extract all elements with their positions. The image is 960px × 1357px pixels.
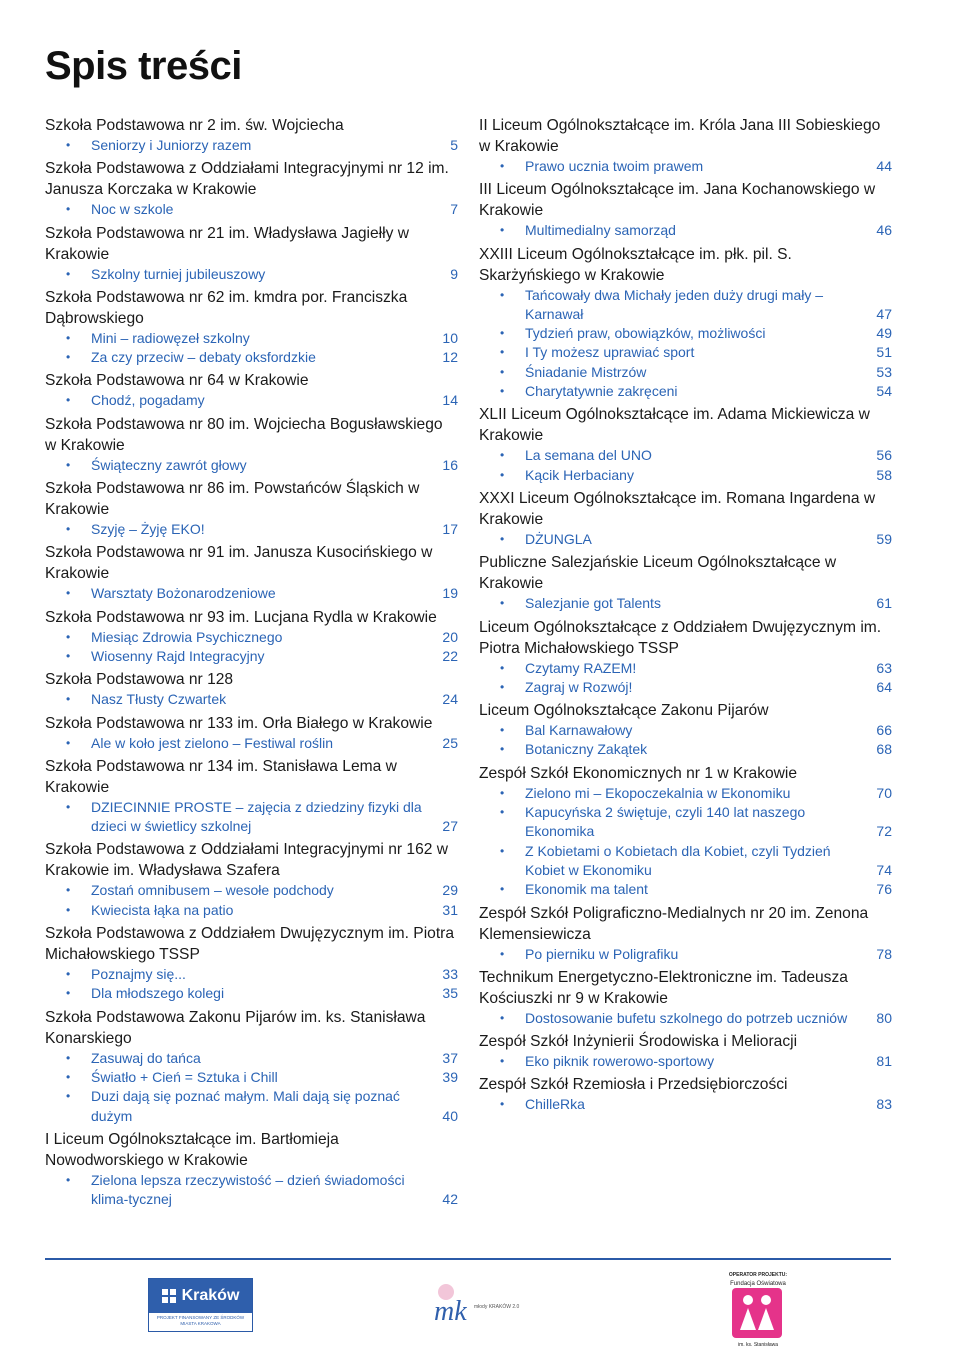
toc-entry[interactable] bbox=[45, 1068, 458, 1087]
toc-entry-label: Ale w koło jest zielono – Festiwal roślin bbox=[91, 734, 333, 751]
toc-entry[interactable] bbox=[479, 363, 892, 382]
toc-page-number: 12 bbox=[442, 349, 458, 366]
bullet-icon: • bbox=[500, 679, 505, 694]
toc-entry-label: Seniorzy i Juniorzy razem bbox=[91, 137, 252, 153]
toc-entry-label: Poznajmy się... bbox=[91, 966, 186, 983]
bullet-icon: • bbox=[500, 287, 505, 302]
toc-page-number: 47 bbox=[876, 305, 892, 322]
toc-page-number: 29 bbox=[442, 882, 458, 899]
toc-page-number: 17 bbox=[442, 521, 458, 538]
school-heading: Szkoła Podstawowa nr 64 w Krakowie bbox=[45, 372, 309, 390]
school-heading: II Liceum Ogólnokształcące im. Króla Jana III Sobieskiego w Krakowie bbox=[479, 117, 881, 155]
toc-entry-label: Multimedialny samorząd bbox=[525, 222, 676, 239]
school-heading: Szkoła Podstawowa nr 134 im. Stanisława Lema w Krakowie bbox=[45, 757, 397, 796]
toc-entry[interactable] bbox=[479, 382, 892, 401]
toc-entry[interactable] bbox=[479, 659, 892, 678]
toc-page-number: 16 bbox=[442, 456, 458, 473]
project-list bbox=[45, 1049, 458, 1126]
toc-entry-label: Charytatywnie zakręceni bbox=[525, 383, 678, 400]
toc-page-number: 42 bbox=[442, 1191, 458, 1208]
project-list bbox=[45, 136, 458, 155]
bullet-icon: • bbox=[500, 326, 505, 341]
project-list bbox=[45, 584, 458, 603]
bullet-icon: • bbox=[66, 350, 71, 365]
bullet-icon: • bbox=[500, 596, 505, 611]
toc-entry[interactable] bbox=[45, 520, 458, 539]
toc-entry-label: La semana del UNO bbox=[525, 447, 652, 464]
mlody-krakow-logo bbox=[430, 1278, 520, 1330]
bullet-icon: • bbox=[500, 1054, 505, 1069]
toc-page-number: 56 bbox=[876, 447, 892, 464]
school-heading: Szkoła Podstawowa nr 128 bbox=[45, 671, 234, 689]
toc-entry[interactable] bbox=[45, 881, 458, 900]
toc-page-number: 54 bbox=[876, 383, 892, 400]
krakow-logo-caption: PROJEKT FINANSOWANY ZE ŚRODKÓW MIASTA KRAKOWA bbox=[156, 1315, 245, 1326]
toc-page-number: 9 bbox=[450, 265, 458, 282]
toc-entry[interactable] bbox=[479, 530, 892, 549]
project-list bbox=[45, 329, 458, 368]
school-heading: Szkoła Podstawowa z Oddziałami Integracyjnymi nr 162 w Krakowie im. Władysława Szafera bbox=[45, 841, 449, 880]
toc-entry[interactable] bbox=[479, 1052, 892, 1071]
toc-entry[interactable] bbox=[479, 286, 892, 325]
bullet-icon: • bbox=[66, 1050, 71, 1065]
school-heading: Publiczne Salezjańskie Liceum Ogólnokształcące w Krakowie bbox=[479, 554, 837, 593]
school-heading: Szkoła Podstawowa nr 93 im. Lucjana Rydla w Krakowie bbox=[45, 608, 437, 626]
project-list bbox=[45, 798, 458, 837]
toc-entry[interactable] bbox=[45, 1049, 458, 1068]
school-heading: XLII Liceum Ogólnokształcące im. Adama Mickiewicza w Krakowie bbox=[479, 406, 870, 445]
bullet-icon: • bbox=[66, 799, 71, 814]
toc-entry-label: Nasz Tłusty Czwartek bbox=[91, 691, 227, 708]
toc-entry[interactable] bbox=[479, 1009, 892, 1028]
project-list bbox=[479, 286, 892, 402]
school-heading: Zespół Szkół Inżynierii Środowiska i Melioracji bbox=[479, 1033, 798, 1051]
school-heading: Liceum Ogólnokształcące Zakonu Pijarów bbox=[479, 702, 769, 720]
toc-entry[interactable] bbox=[45, 734, 458, 753]
toc-page-number: 58 bbox=[876, 466, 892, 483]
bullet-icon: • bbox=[500, 384, 505, 399]
bullet-icon: • bbox=[500, 364, 505, 379]
school-heading: III Liceum Ogólnokształcące im. Jana Kochanowskiego w Krakowie bbox=[479, 181, 876, 220]
toc-page-number: 46 bbox=[876, 222, 892, 239]
bullet-icon: • bbox=[66, 692, 71, 707]
bullet-icon: • bbox=[66, 883, 71, 898]
fund-patron: im. ks. Stanisława bbox=[737, 1342, 779, 1348]
toc-entry-label: Śniadanie Mistrzów bbox=[525, 363, 647, 380]
project-list bbox=[479, 721, 892, 760]
project-list bbox=[479, 594, 892, 613]
toc-entry[interactable] bbox=[479, 945, 892, 964]
school-heading: Szkoła Podstawowa nr 62 im. kmdra por. Franciszka Dąbrowskiego bbox=[45, 288, 408, 327]
toc-entry-label: Dostosowanie bufetu szkolnego do potrzeb uczniów bbox=[525, 1009, 848, 1026]
mk-logo-caption: młody KRAKÓW 2.0 bbox=[474, 1304, 520, 1310]
toc-page-number: 53 bbox=[876, 363, 892, 380]
toc-entry[interactable] bbox=[45, 965, 458, 984]
toc-entry[interactable] bbox=[479, 803, 892, 842]
school-heading: Szkoła Podstawowa z Oddziałami Integracyjnymi nr 12 im. Janusza Korczaka w Krakowie bbox=[45, 160, 449, 199]
toc-page-number: 68 bbox=[876, 741, 892, 758]
toc-page-number: 33 bbox=[442, 966, 458, 983]
toc-entry[interactable] bbox=[45, 690, 458, 709]
project-list bbox=[479, 221, 892, 240]
toc-page-number: 27 bbox=[442, 818, 458, 835]
school-heading: I Liceum Ogólnokształcące im. Bartłomieja Nowodworskiego w Krakowie bbox=[45, 1130, 339, 1169]
school-heading: Szkoła Podstawowa nr 91 im. Janusza Kusocińskiego w Krakowie bbox=[45, 544, 433, 583]
toc-entry-label: Zasuwaj do tańca bbox=[91, 1049, 201, 1066]
school-heading: XXXI Liceum Ogólnokształcące im. Romana Ingardena w Krakowie bbox=[479, 489, 876, 528]
krakow-crest-icon bbox=[162, 1289, 176, 1303]
toc-entry[interactable] bbox=[45, 329, 458, 348]
toc-entry-label: Miesiąc Zdrowia Psychicznego bbox=[91, 628, 283, 645]
school-heading: Szkoła Podstawowa nr 133 im. Orła Białego w Krakowie bbox=[45, 714, 433, 732]
bullet-icon: • bbox=[66, 1089, 71, 1104]
bullet-icon: • bbox=[66, 138, 71, 152]
toc-page-number: 37 bbox=[442, 1049, 458, 1066]
operator-label: OPERATOR PROJEKTU: bbox=[728, 1272, 788, 1278]
toc-entry-label: Szyję – Żyję EKO! bbox=[91, 521, 205, 538]
toc-page-number: 40 bbox=[442, 1107, 458, 1124]
toc-page-number: 7 bbox=[450, 201, 458, 218]
school-heading: Liceum Ogólnokształcące z Oddziałem Dwujęzycznym im. Piotra Michałowskiego TSSP bbox=[479, 618, 882, 657]
bullet-icon: • bbox=[500, 467, 505, 482]
toc-entry[interactable] bbox=[45, 348, 458, 367]
bullet-icon: • bbox=[500, 946, 505, 961]
toc-entry-label: Mini – radiowęzeł szkolny bbox=[91, 329, 250, 346]
toc-entry[interactable] bbox=[479, 721, 892, 740]
toc-page-number: 51 bbox=[876, 344, 892, 361]
school-heading: Szkoła Podstawowa z Oddziałem Dwujęzycznym im. Piotra Michałowskiego TSSP bbox=[45, 925, 455, 964]
toc-page-number: 24 bbox=[442, 691, 458, 708]
bullet-icon: • bbox=[66, 1172, 71, 1187]
project-list bbox=[479, 784, 892, 900]
toc-entry-label: Z Kobietami o Kobietach dla Kobiet, czyli Tydzień Kobiet w Ekonomiku bbox=[525, 842, 831, 878]
toc-entry-label: DZIECINNIE PROSTE – zajęcia z dziedziny fizyki dla dzieci w świetlicy szkolnej bbox=[91, 798, 422, 835]
bullet-icon: • bbox=[500, 742, 505, 757]
toc-page-number: 74 bbox=[876, 861, 892, 878]
bullet-icon: • bbox=[66, 457, 71, 472]
toc-page-number: 22 bbox=[442, 647, 458, 664]
toc-entry[interactable] bbox=[479, 1095, 892, 1114]
bullet-icon: • bbox=[66, 202, 71, 217]
bullet-icon: • bbox=[66, 629, 71, 644]
toc-entry-label: Kapucyńska 2 świętuje, czyli 140 lat naszego Ekonomika bbox=[525, 804, 806, 840]
project-list bbox=[45, 734, 458, 753]
fundacja-oswiatowa-logo bbox=[718, 1268, 798, 1348]
toc-page-number: 78 bbox=[876, 945, 892, 962]
toc-entry[interactable] bbox=[479, 466, 892, 485]
bullet-icon: • bbox=[66, 986, 71, 1001]
toc-entry[interactable] bbox=[479, 446, 892, 465]
toc-page-number: 63 bbox=[876, 659, 892, 676]
toc-page-number: 20 bbox=[442, 628, 458, 645]
mk-logo-text: mk bbox=[434, 1296, 467, 1327]
toc-page-number: 35 bbox=[442, 985, 458, 1002]
bullet-icon: • bbox=[500, 159, 505, 173]
project-list bbox=[45, 456, 458, 475]
toc-page-number: 70 bbox=[876, 784, 892, 801]
toc-entry-label: Tańcowały dwa Michały jeden duży drugi mały – Karnawał bbox=[525, 286, 824, 322]
toc-page-number: 76 bbox=[876, 881, 892, 898]
project-list bbox=[479, 659, 892, 698]
toc-entry-label: Kwiecista łąka na patio bbox=[91, 901, 234, 918]
project-list bbox=[45, 391, 458, 410]
toc-page-number: 44 bbox=[876, 158, 892, 174]
project-list bbox=[479, 1052, 892, 1071]
toc-page-number: 31 bbox=[442, 901, 458, 918]
bullet-icon: • bbox=[500, 805, 505, 820]
toc-entry-label: Chodź, pogadamy bbox=[91, 392, 205, 409]
toc-entry-label: Noc w szkole bbox=[91, 201, 174, 218]
toc-entry-label: Zostań omnibusem – wesołe podchody bbox=[91, 882, 334, 899]
bullet-icon: • bbox=[66, 330, 71, 345]
project-list bbox=[479, 446, 892, 485]
toc-page-number: 61 bbox=[876, 595, 892, 612]
bullet-icon: • bbox=[66, 586, 71, 601]
fund-name: Fundacja Oświatowa bbox=[730, 1281, 786, 1287]
project-list bbox=[479, 1095, 892, 1114]
toc-entry-label: Zielono mi – Ekopoczekalnia w Ekonomiku bbox=[525, 784, 791, 801]
toc-right-column bbox=[479, 112, 892, 1118]
toc-entry-label: Szkolny turniej jubileuszowy bbox=[91, 265, 266, 282]
toc-entry-label: Zagraj w Rozwój! bbox=[525, 678, 633, 695]
toc-entry[interactable] bbox=[479, 594, 892, 613]
bullet-icon: • bbox=[66, 522, 71, 537]
toc-entry-label: Za czy przeciw – debaty oksfordzkie bbox=[91, 349, 316, 366]
toc-page-number: 72 bbox=[876, 823, 892, 840]
bullet-icon: • bbox=[500, 882, 505, 897]
bullet-icon: • bbox=[500, 345, 505, 360]
toc-entry-label: Prawo ucznia twoim prawem bbox=[525, 158, 704, 174]
toc-entry[interactable] bbox=[479, 740, 892, 759]
school-heading: Szkoła Podstawowa nr 86 im. Powstańców Śląskich w Krakowie bbox=[45, 480, 420, 519]
project-list bbox=[45, 690, 458, 709]
toc-entry[interactable] bbox=[45, 456, 458, 475]
toc-entry[interactable] bbox=[45, 798, 458, 837]
toc-entry[interactable] bbox=[479, 343, 892, 362]
bullet-icon: • bbox=[500, 785, 505, 800]
toc-page-number: 83 bbox=[876, 1096, 892, 1113]
toc-entry-label: Warsztaty Bożonarodzeniowe bbox=[91, 585, 276, 602]
bullet-icon: • bbox=[500, 1010, 505, 1025]
toc-entry[interactable] bbox=[45, 265, 458, 284]
toc-entry-label: Wiosenny Rajd Integracyjny bbox=[91, 647, 265, 664]
toc-entry-label: Dla młodszego kolegi bbox=[91, 985, 225, 1002]
toc-page-number: 80 bbox=[876, 1009, 892, 1026]
toc-entry-label: Bal Karnawałowy bbox=[525, 722, 633, 739]
toc-page-number: 19 bbox=[442, 585, 458, 602]
project-list bbox=[45, 628, 458, 667]
toc-entry-label: I Ty możesz uprawiać sport bbox=[525, 344, 695, 361]
toc-page-number: 14 bbox=[442, 392, 458, 409]
toc-entry-label: Czytamy RAZEM! bbox=[525, 659, 637, 676]
project-list bbox=[45, 1171, 458, 1210]
toc-page-number: 5 bbox=[450, 137, 458, 153]
page-title: Spis treści bbox=[45, 44, 242, 88]
school-heading: Szkoła Podstawowa nr 80 im. Wojciecha Bogusławskiego w Krakowie bbox=[45, 415, 443, 454]
toc-entry[interactable] bbox=[45, 901, 458, 920]
toc-page-number: 59 bbox=[876, 530, 892, 547]
toc-entry[interactable] bbox=[479, 678, 892, 697]
bullet-icon: • bbox=[500, 723, 505, 738]
project-list bbox=[45, 520, 458, 539]
toc-entry-label: Światło + Cień = Sztuka i Chill bbox=[91, 1068, 278, 1085]
toc-entry[interactable] bbox=[479, 324, 892, 343]
toc-page-number: 49 bbox=[876, 325, 892, 342]
toc-entry[interactable] bbox=[45, 647, 458, 666]
school-heading: Szkoła Podstawowa nr 2 im. św. Wojciecha bbox=[45, 117, 344, 134]
bullet-icon: • bbox=[500, 448, 505, 463]
toc-page-number: 10 bbox=[442, 329, 458, 346]
toc-entry[interactable] bbox=[45, 136, 458, 155]
project-list bbox=[45, 881, 458, 920]
bullet-icon: • bbox=[66, 902, 71, 917]
toc-entry[interactable] bbox=[45, 1087, 458, 1126]
toc-entry[interactable] bbox=[479, 842, 892, 881]
bullet-icon: • bbox=[66, 393, 71, 408]
toc-entry-label: Ekonomik ma talent bbox=[525, 881, 648, 898]
project-list bbox=[45, 200, 458, 219]
toc-page-number: 39 bbox=[442, 1068, 458, 1085]
toc-entry-label: Tydzień praw, obowiązków, możliwości bbox=[525, 325, 766, 342]
bullet-icon: • bbox=[66, 266, 71, 281]
toc-entry[interactable] bbox=[479, 880, 892, 899]
bullet-icon: • bbox=[500, 1097, 505, 1112]
toc-entry[interactable] bbox=[45, 200, 458, 219]
project-list bbox=[479, 530, 892, 549]
project-list bbox=[479, 1009, 892, 1028]
toc-entry[interactable] bbox=[479, 221, 892, 240]
toc-entry-label: Zielona lepsza rzeczywistość – dzień świadomości klima-tycznej bbox=[91, 1171, 405, 1208]
toc-entry[interactable] bbox=[45, 984, 458, 1003]
toc-entry[interactable] bbox=[45, 391, 458, 410]
school-heading: Technikum Energetyczno-Elektroniczne im. Tadeusza Kościuszki nr 9 w Krakowie bbox=[479, 968, 848, 1007]
krakow-logo-text: Kraków bbox=[181, 1287, 240, 1304]
project-list bbox=[479, 157, 892, 176]
toc-entry-label: Eko piknik rowerowo-sportowy bbox=[525, 1053, 715, 1070]
project-list bbox=[479, 945, 892, 964]
toc-entry-label: Kącik Herbaciany bbox=[525, 466, 634, 483]
toc-entry-label: Salezjanie got Talents bbox=[525, 595, 661, 612]
school-heading: Szkoła Podstawowa Zakonu Pijarów im. ks. Stanisława Konarskiego bbox=[45, 1008, 426, 1047]
toc-entry[interactable] bbox=[45, 628, 458, 647]
toc-entry[interactable] bbox=[45, 1171, 458, 1210]
school-heading: Szkoła Podstawowa nr 21 im. Władysława Jagiełły w Krakowie bbox=[45, 224, 410, 263]
toc-entry[interactable] bbox=[45, 584, 458, 603]
school-heading: Zespół Szkół Rzemiosła i Przedsiębiorczości bbox=[479, 1076, 788, 1094]
bullet-icon: • bbox=[500, 843, 505, 858]
toc-page-number: 64 bbox=[876, 678, 892, 695]
footer-divider bbox=[45, 1258, 891, 1260]
school-heading: Zespół Szkół Ekonomicznych nr 1 w Krakowie bbox=[479, 764, 798, 782]
toc-entry-label: Świąteczny zawrót głowy bbox=[91, 456, 247, 473]
bullet-icon: • bbox=[66, 735, 71, 750]
bullet-icon: • bbox=[66, 648, 71, 663]
bullet-icon: • bbox=[500, 660, 505, 675]
toc-entry[interactable] bbox=[479, 784, 892, 803]
toc-entry[interactable] bbox=[479, 157, 892, 176]
toc-left-column bbox=[45, 112, 458, 1212]
bullet-icon: • bbox=[66, 967, 71, 982]
bullet-icon: • bbox=[66, 1069, 71, 1084]
project-list bbox=[45, 265, 458, 284]
toc-entry-label: DŻUNGLA bbox=[525, 530, 592, 547]
toc-entry-label: Po pierniku w Poligrafiku bbox=[525, 945, 679, 962]
toc-entry-label: ChilleRka bbox=[525, 1096, 585, 1113]
project-list bbox=[45, 965, 458, 1004]
toc-entry-label: Duzi dają się poznać małym. Mali dają się poznać dużym bbox=[91, 1088, 400, 1124]
bullet-icon: • bbox=[500, 531, 505, 546]
toc-page-number: 25 bbox=[442, 734, 458, 751]
toc-entry-label: Botaniczny Zakątek bbox=[525, 741, 648, 758]
bullet-icon: • bbox=[500, 223, 505, 238]
school-heading: Zespół Szkół Poligraficzno-Medialnych nr 20 im. Zenona Klemensiewicza bbox=[479, 904, 869, 943]
school-heading: XXIII Liceum Ogólnokształcące im. płk. pil. S. Skarżyńskiego w Krakowie bbox=[479, 245, 792, 284]
krakow-logo bbox=[148, 1278, 253, 1332]
toc-page-number: 81 bbox=[876, 1053, 892, 1070]
toc-page-number: 66 bbox=[876, 722, 892, 739]
